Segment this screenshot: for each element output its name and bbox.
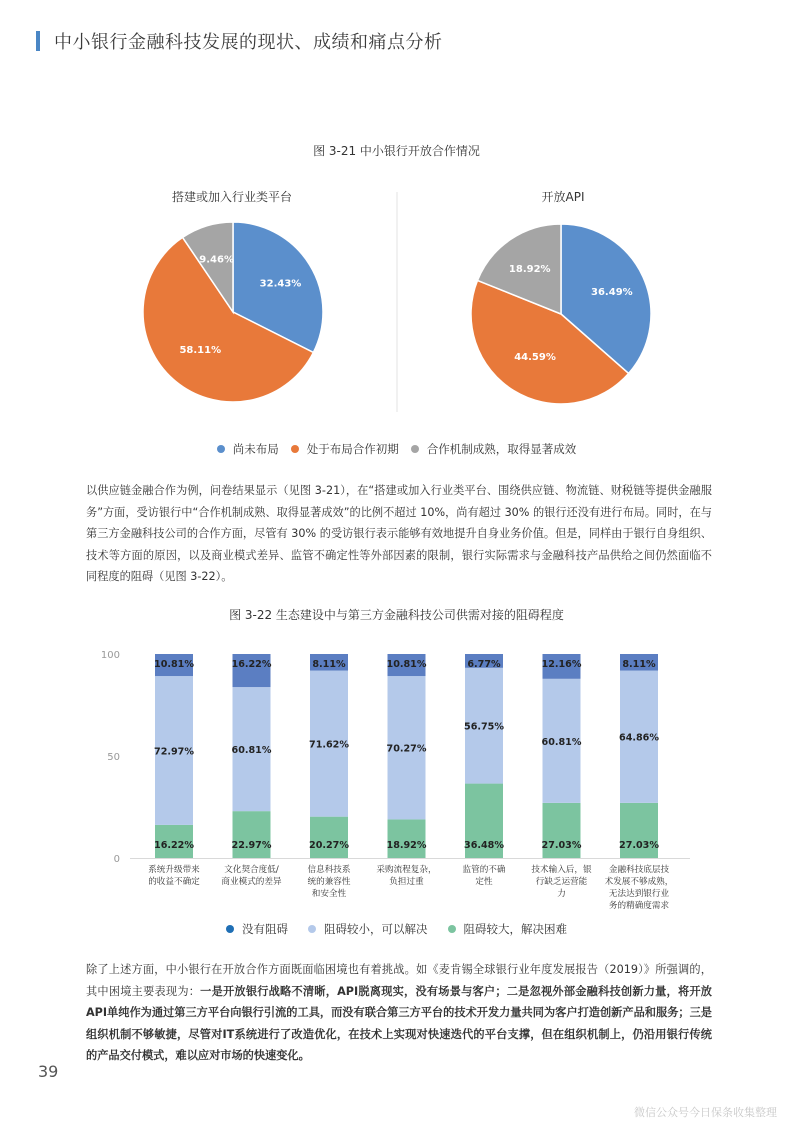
- x-category-label: 统的兼容性: [307, 877, 351, 887]
- bar-data-label: 72.97%: [154, 746, 194, 758]
- bar-data-label: 60.81%: [541, 736, 582, 748]
- paragraph-1: [86, 480, 712, 588]
- pie-data-label: 18.92%: [508, 263, 551, 275]
- x-category-label: 文化契合度低/: [224, 865, 279, 875]
- figure1-title: 图 3-21 中小银行开放合作情况: [313, 144, 480, 158]
- legend-item-mature: [411, 441, 577, 457]
- bar-data-label: 36.48%: [464, 840, 504, 851]
- x-category-label: 术发展不够成熟，: [604, 877, 674, 887]
- pie1-title: 搭建或加入行业类平台: [171, 190, 293, 204]
- page-title: 中小银行金融科技发展的现状、成绩和痛点分析: [54, 32, 443, 53]
- legend-label: 没有阻碍: [242, 922, 288, 936]
- bar-data-label: 16.22%: [231, 659, 272, 670]
- bar-data-label: 8.11%: [622, 659, 656, 670]
- figure1-legend: [0, 441, 793, 457]
- bar-data-label: 71.62%: [309, 739, 349, 751]
- y-tick-label: 100: [100, 650, 120, 661]
- paragraph-2-bold: 一是开放银行战略不清晰，API脱离现实，没有场景与客户；二是忽视外部金融科技创新力量，将开放API单纯作为通过第三方平台向银行引流的工具，而没有联合第三方平台的技术开发力量共同为客户打造创新产品和服务；三是组织机制不够敏捷，尽管对IT系统进行了改造优化，在技术上实现对快速迭代的平台支撑，但在组织机制上，仍沿用银行传统的产品交付模式，难以应对市场的快速变化。: [86, 984, 712, 1062]
- x-category-label: 金融科技底层技: [608, 865, 670, 875]
- legend-item-small-obstacle: [308, 921, 428, 937]
- x-category-label: 监管的不确: [462, 865, 506, 875]
- x-category-label: 系统升级带来: [148, 865, 200, 875]
- bar-data-label: 22.97%: [231, 840, 272, 851]
- pie-charts: [0, 180, 793, 420]
- legend-item-no-obstacle: [226, 921, 288, 937]
- paragraph-2: [86, 959, 712, 1067]
- figure2-legend: [0, 921, 793, 937]
- legend-dot-light-blue: [308, 925, 316, 933]
- legend-dot-dark-blue: [226, 925, 234, 933]
- bar-data-label: 60.81%: [231, 745, 272, 757]
- bar-data-label: 56.75%: [464, 721, 504, 733]
- bar-data-label: 27.03%: [541, 840, 582, 851]
- legend-item-big-obstacle: [448, 921, 568, 937]
- pie-data-label: 32.43%: [259, 278, 302, 290]
- x-category-label: 采购流程复杂，: [376, 865, 437, 875]
- paragraph-2-text: [86, 959, 712, 1067]
- legend-dot-blue: [217, 445, 225, 453]
- x-category-label: 务的精确度需求: [608, 901, 670, 911]
- page-header: [36, 30, 443, 52]
- pie2-title: 开放API: [541, 190, 585, 204]
- pie-data-label: 58.11%: [179, 345, 222, 357]
- legend-label: 阻碍较小，可以解决: [324, 922, 428, 936]
- page-number: 39: [38, 1062, 59, 1081]
- header-accent-bar: [36, 31, 40, 51]
- legend-dot-gray: [411, 445, 419, 453]
- legend-dot-orange: [291, 445, 299, 453]
- pie1: [143, 222, 323, 402]
- bar-segment: [310, 817, 348, 858]
- pie-data-label: 36.49%: [591, 287, 633, 299]
- pie-data-label: 44.59%: [514, 352, 556, 364]
- x-category-label: 商业模式的差异: [221, 877, 282, 887]
- pie-data-label: 9.46%: [199, 254, 235, 266]
- bar-data-label: 10.81%: [386, 659, 427, 670]
- x-category-label: 无法达到银行业: [608, 889, 670, 899]
- bar-segment: [388, 819, 426, 858]
- bar-data-label: 27.03%: [619, 840, 659, 851]
- x-category-label: 和安全性: [311, 889, 347, 899]
- legend-label: 尚未布局: [232, 442, 279, 456]
- bar-data-label: 10.81%: [154, 659, 194, 670]
- y-tick-label: 50: [107, 752, 120, 763]
- y-tick-label: 0: [113, 854, 120, 865]
- legend-item-early-stage: [291, 441, 399, 457]
- x-category-label: 力: [557, 889, 566, 899]
- bar-data-label: 12.16%: [541, 659, 582, 670]
- pie2: [471, 224, 651, 404]
- x-category-label: 定性: [475, 877, 493, 887]
- bar-data-label: 16.22%: [154, 840, 194, 851]
- watermark: 微信公众号今日保条收集整理: [634, 1106, 777, 1119]
- legend-dot-green: [448, 925, 456, 933]
- bar-data-label: 20.27%: [309, 840, 349, 851]
- x-category-label: 负担过重: [389, 877, 424, 887]
- bar-data-label: 18.92%: [386, 840, 427, 851]
- x-category-label: 行缺乏运营能: [535, 877, 588, 887]
- figure2-title: 图 3-22 生态建设中与第三方金融科技公司供需对接的阻碍程度: [229, 608, 564, 622]
- legend-label: 阻碍较大，解决困难: [463, 922, 567, 936]
- legend-label: 合作机制成熟，取得显著成效: [426, 442, 577, 456]
- bar-data-label: 64.86%: [619, 732, 659, 744]
- x-category-label: 的收益不确定: [148, 877, 200, 887]
- paragraph-1-text: 以供应链金融合作为例，问卷结果显示（见图 3-21），在“搭建或加入行业类平台、围绕供应链、物流链、财税链等提供金融服务”方面，受访银行中“合作机制成熟、取得显著成效”的比例不超过 10%，尚有超过 30% 的银行还没有进行布局。同时，在与第三方金融科技公司的合作方面，尽管有 30% 的受访银行表示能够有效地提升自身业务价值。但是，同样由于银行自身组织、技术等方面的原因，以及商业模式差异、监管不确定性等外部因素的限制，银行实际需求与金融科技产品供给之间仍然面临不同程度的阻碍（见图 3-22）。: [86, 484, 712, 583]
- legend-label: 处于布局合作初期: [306, 442, 399, 456]
- bar-data-label: 8.11%: [312, 659, 346, 670]
- paragraph-2-intro: 除了上述方面，中小银行在开放合作方面既面临困境也有着挑战。如《麦肯锡全球银行业年度发展报告（2019）》所强调的，其中困境主要表现为：: [86, 963, 712, 998]
- x-category-label: 信息科技系: [307, 865, 351, 875]
- stacked-bar-chart: [0, 640, 793, 920]
- bar-data-label: 6.77%: [467, 659, 501, 670]
- x-category-label: 技术输入后，银: [531, 865, 592, 875]
- legend-item-not-started: [217, 441, 279, 457]
- bar-data-label: 70.27%: [386, 743, 427, 755]
